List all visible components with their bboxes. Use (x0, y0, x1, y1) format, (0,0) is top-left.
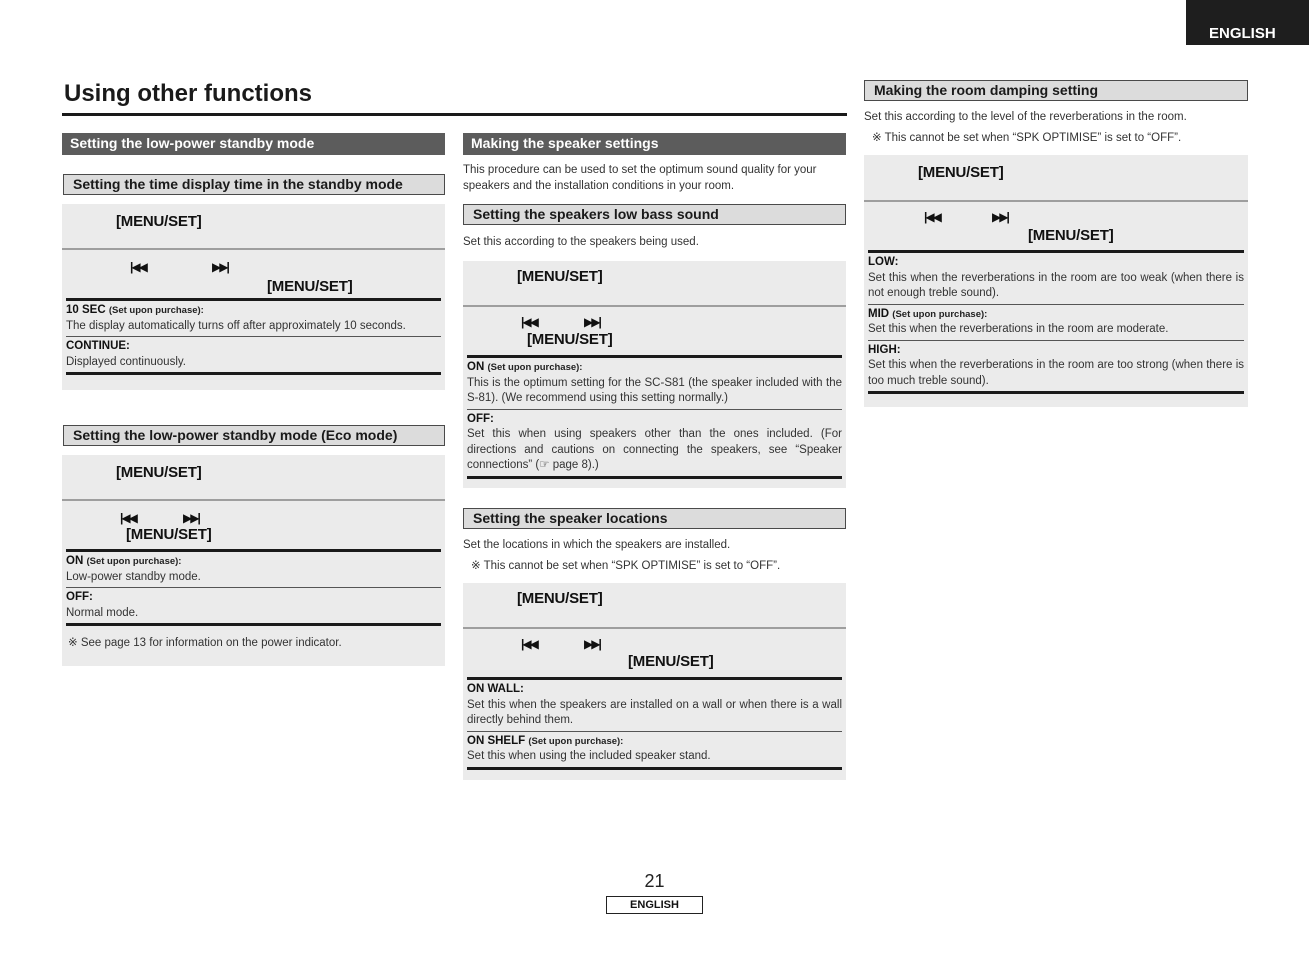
option-default-note: (Set upon purchase): (528, 735, 624, 747)
skip-forward-icon: ▶▶| (212, 260, 228, 274)
step-2 (62, 501, 445, 549)
menu-set-button-label: [MENU/SET] (1028, 227, 1114, 244)
step-2 (62, 250, 445, 298)
option-on-wall (467, 680, 842, 731)
option-description: Displayed continuously. (66, 355, 186, 368)
menu-set-button-label: [MENU/SET] (628, 653, 714, 670)
option-name: ON (66, 555, 84, 567)
subsection-description: Set the locations in which the speakers are installed. (463, 539, 731, 551)
option-name: LOW: (868, 256, 899, 268)
procedure-panel-room-damping (864, 155, 1248, 407)
title-divider (62, 113, 847, 116)
option-description: Set this when the reverberations in the room are too weak (when there is not enough treble sound). (868, 271, 1244, 299)
menu-set-button-label: [MENU/SET] (527, 331, 613, 348)
restriction-note: ※ This cannot be set when “SPK OPTIMISE” is set to “OFF”. (471, 560, 781, 572)
section-header-speaker-settings: Making the speaker settings (463, 133, 846, 155)
option-name: ON WALL: (467, 683, 524, 695)
option-description: Set this when using the included speaker stand. (467, 750, 711, 762)
option-description: Set this when using speakers other than the ones included. (For directions and cautions on connecting the speakers, see “Speaker connections” (☞ page 8).) (467, 428, 842, 471)
option-10-sec (66, 301, 441, 336)
section-intro: This procedure can be used to set the optimum sound quality for your speakers and the installation conditions in your room. (463, 164, 817, 192)
restriction-note: ※ This cannot be set when “SPK OPTIMISE” is set to “OFF”. (872, 132, 1182, 144)
section-header-low-power: Setting the low-power standby mode (62, 133, 445, 155)
option-description: This is the optimum setting for the SC-S81 (the speaker included with the S-81). (We recommend using this setting normally.) (467, 376, 842, 404)
subsection-header-room-damping: Making the room damping setting (864, 80, 1248, 101)
option-name: MID (868, 307, 890, 320)
option-off (467, 409, 842, 476)
skip-back-icon: |◀◀ (130, 260, 146, 274)
option-name: CONTINUE: (66, 340, 130, 352)
skip-back-icon: |◀◀ (924, 210, 940, 224)
step-2 (864, 202, 1248, 250)
step-1 (463, 583, 846, 629)
options-list (66, 549, 441, 626)
option-on (66, 552, 441, 587)
skip-forward-icon: ▶▶| (992, 210, 1008, 224)
option-high (868, 340, 1244, 392)
procedure-panel-eco-mode (62, 455, 445, 666)
procedure-panel-speaker-locations (463, 583, 846, 780)
page-title: Using other functions (64, 80, 312, 107)
skip-back-icon: |◀◀ (521, 315, 537, 329)
footer-language-tag: ENGLISH (606, 896, 703, 914)
menu-set-button-label: [MENU/SET] (126, 526, 212, 543)
option-mid (868, 304, 1244, 340)
option-off (66, 587, 441, 623)
step-2 (463, 629, 846, 677)
procedure-panel-time-display (62, 204, 445, 390)
option-default-note: (Set upon purchase): (487, 362, 583, 373)
option-default-note: (Set upon purchase): (892, 308, 988, 320)
option-name: OFF: (467, 412, 494, 425)
menu-set-button-label: [MENU/SET] (517, 590, 603, 607)
skip-forward-icon: ▶▶| (584, 637, 600, 651)
subsection-header-eco-mode: Setting the low-power standby mode (Eco mode) (63, 425, 445, 446)
menu-set-button-label: [MENU/SET] (517, 268, 603, 285)
skip-back-icon: |◀◀ (120, 511, 136, 525)
option-description: Set this when the reverberations in the room are too strong (when there is too much treble sound). (868, 359, 1244, 387)
options-list (467, 355, 842, 479)
option-name: HIGH: (868, 343, 901, 356)
skip-back-icon: |◀◀ (521, 637, 537, 651)
option-continue (66, 336, 441, 372)
language-tab: ENGLISH (1186, 0, 1309, 45)
option-name: 10 SEC (66, 304, 106, 316)
page-number: 21 (644, 871, 665, 891)
option-name: OFF: (66, 591, 93, 603)
subsection-header-time-display: Setting the time display time in the standby mode (63, 174, 445, 195)
option-on (467, 358, 842, 409)
menu-set-button-label: [MENU/SET] (116, 464, 202, 481)
footnote: ※ See page 13 for information on the power indicator. (68, 637, 342, 649)
subsection-header-low-bass: Setting the speakers low bass sound (463, 204, 846, 225)
menu-set-button-label: [MENU/SET] (267, 278, 353, 295)
step-1 (463, 261, 846, 307)
menu-set-button-label: [MENU/SET] (918, 164, 1004, 181)
skip-forward-icon: ▶▶| (183, 511, 199, 525)
step-1 (62, 455, 445, 501)
option-name: ON (467, 361, 485, 373)
option-description: Low-power standby mode. (66, 570, 201, 583)
options-list (467, 677, 842, 770)
options-list (868, 250, 1244, 394)
procedure-panel-low-bass (463, 261, 846, 488)
option-default-note: (Set upon purchase): (108, 305, 204, 316)
option-on-shelf (467, 731, 842, 767)
option-default-note: (Set upon purchase): (86, 556, 182, 567)
options-list (66, 298, 441, 375)
option-description: Set this when the speakers are installed on a wall or when there is a wall directly behind them. (467, 698, 842, 726)
option-low (868, 253, 1244, 304)
option-description: Set this when the reverberations in the room are moderate. (868, 323, 1169, 335)
subsection-description: Set this according to the level of the reverberations in the room. (864, 111, 1187, 123)
option-name: ON SHELF (467, 734, 526, 747)
step-2 (463, 307, 846, 355)
menu-set-button-label: [MENU/SET] (116, 213, 202, 230)
step-1 (62, 204, 445, 250)
step-1 (864, 155, 1248, 202)
skip-forward-icon: ▶▶| (584, 315, 600, 329)
option-description: The display automatically turns off after approximately 10 seconds. (66, 319, 406, 332)
subsection-description: Set this according to the speakers being used. (463, 236, 699, 248)
subsection-header-speaker-locations: Setting the speaker locations (463, 508, 846, 529)
option-description: Normal mode. (66, 606, 139, 619)
